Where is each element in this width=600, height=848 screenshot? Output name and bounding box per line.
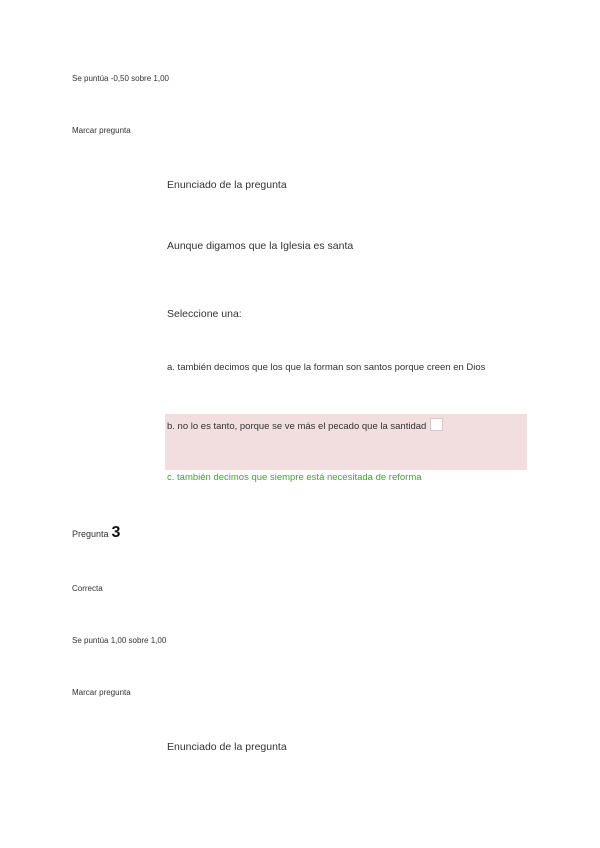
answer-option-b-label: b. no lo es tanto, porque se ve más el pecado que la santidad bbox=[167, 421, 427, 432]
flag-question-link[interactable]: Marcar pregunta bbox=[72, 688, 131, 697]
incorrect-mark-icon bbox=[430, 418, 443, 431]
question-score: Se puntúa -0,50 sobre 1,00 bbox=[72, 74, 169, 83]
question-label: Pregunta bbox=[72, 529, 109, 539]
question-header bbox=[72, 524, 120, 542]
question-score: Se puntúa 1,00 sobre 1,00 bbox=[72, 636, 167, 645]
statement-heading: Enunciado de la pregunta bbox=[167, 179, 287, 191]
answer-option-c-correct[interactable]: c. también decimos que siempre está necesitada de reforma bbox=[167, 472, 422, 483]
question-number: 3 bbox=[111, 524, 121, 541]
answer-option-a[interactable]: a. también decimos que los que la forman son santos porque creen en Dios bbox=[167, 362, 486, 373]
answer-option-b[interactable] bbox=[167, 418, 443, 432]
question-statement: Aunque digamos que la Iglesia es santa bbox=[167, 240, 354, 252]
flag-question-link[interactable]: Marcar pregunta bbox=[72, 126, 131, 135]
statement-heading: Enunciado de la pregunta bbox=[167, 741, 287, 753]
select-one-prompt: Seleccione una: bbox=[167, 308, 242, 320]
question-status: Correcta bbox=[72, 584, 103, 593]
